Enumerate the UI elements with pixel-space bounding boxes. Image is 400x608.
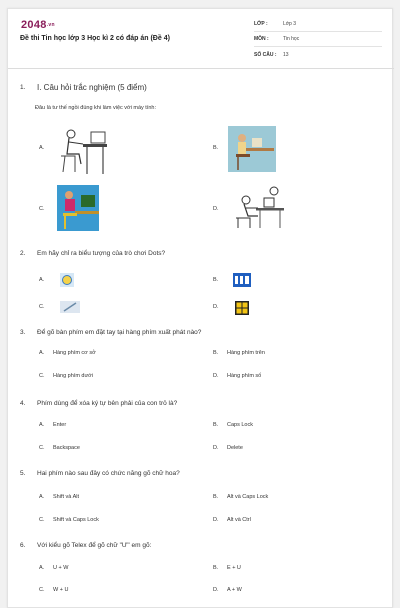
exam-header: [8, 9, 394, 69]
q2-icon-d[interactable]: [235, 301, 249, 315]
q3-option-b[interactable]: B. Hàng phím trên: [213, 350, 265, 356]
meta-class: LỚP : Lớp 3: [254, 17, 382, 32]
option-a-letter[interactable]: A.: [39, 145, 45, 151]
option-d-letter[interactable]: D.: [213, 206, 219, 212]
posture-c-image[interactable]: [57, 185, 99, 231]
exam-title: Đề thi Tin học lớp 3 Học kì 2 có đáp án (Đề 4): [20, 35, 170, 42]
q4-option-a[interactable]: A. Enter: [39, 422, 67, 428]
q2-icon-c[interactable]: [60, 301, 80, 313]
q2-option-c-letter[interactable]: C.: [39, 304, 45, 310]
exam-meta: [254, 17, 382, 62]
exam-paper: 2048.vn Đề thi Tin học lớp 3 Học kì 2 có đáp án (Đề 4) LỚP : Lớp 3 MÔN : Tin học SỐ CÂU : 13 1. I. Câu hỏi trắc nghiệm (5 điểm) Đâu là tư thế ngồi đúng khi làm việc với máy tính: A. B. C. D. 2. Em hãy chỉ ra biểu tượng của trò chơi Dots? A. B. C. D. 3. Để gõ bàn phím em đặt tay tại hàng phím xuất phát nào? A. Hàng phím cơ sở B. Hàng phím trên C. Hàng phím dưới D. Hàng phím số 4. Phím dùng để xóa ký tự bên phải của con trỏ là? A. Enter B. Caps Lock C. Backspace D. Delete 5. Hai phím nào sau đây có chức năng gõ chữ hoa? A. Shift và Alt B. Alt và Caps Lock C. Shift và Caps Lock D. Alt và Ctrl 6. Với kiểu gõ Telex để gõ chữ "Ư" em gõ: A. U + W B. E + U C. W + U D. A + W: [7, 8, 393, 608]
q2-option-b-letter[interactable]: B.: [213, 277, 219, 283]
posture-a-image[interactable]: [53, 126, 111, 178]
q4-option-c[interactable]: C. Backspace: [39, 445, 80, 451]
question-1-sub: Đâu là tư thế ngồi đúng khi làm việc với máy tính:: [35, 105, 157, 111]
q3-option-a[interactable]: A. Hàng phím cơ sở: [39, 350, 96, 356]
option-c-letter[interactable]: C.: [39, 206, 45, 212]
site-logo[interactable]: 2048.vn: [21, 19, 55, 31]
posture-d-image[interactable]: [230, 186, 286, 230]
q2-option-a-letter[interactable]: A.: [39, 277, 45, 283]
q6-option-b[interactable]: B. E + U: [213, 565, 241, 571]
q5-option-d[interactable]: D. Alt và Ctrl: [213, 517, 251, 523]
meta-question-count: SỐ CÂU : 13: [254, 51, 289, 58]
option-b-letter[interactable]: B.: [213, 145, 219, 151]
q6-option-c[interactable]: C. W + U: [39, 587, 69, 593]
q5-option-c[interactable]: C. Shift và Caps Lock: [39, 517, 99, 523]
q3-option-d[interactable]: D. Hàng phím số: [213, 373, 262, 379]
q2-icon-b[interactable]: [233, 273, 251, 287]
q5-option-a[interactable]: A. Shift và Alt: [39, 494, 79, 500]
q4-option-b[interactable]: B. Caps Lock: [213, 422, 253, 428]
q6-option-a[interactable]: A. U + W: [39, 565, 69, 571]
q2-icon-a[interactable]: [60, 273, 74, 287]
q6-option-d[interactable]: D. A + W: [213, 587, 242, 593]
meta-subject: MÔN : Tin học: [254, 32, 382, 47]
q4-option-d[interactable]: D. Delete: [213, 445, 243, 451]
q3-option-c[interactable]: C. Hàng phím dưới: [39, 373, 94, 379]
q2-option-d-letter[interactable]: D.: [213, 304, 219, 310]
posture-b-image[interactable]: [228, 126, 276, 172]
q5-option-b[interactable]: B. Alt và Caps Lock: [213, 494, 269, 500]
